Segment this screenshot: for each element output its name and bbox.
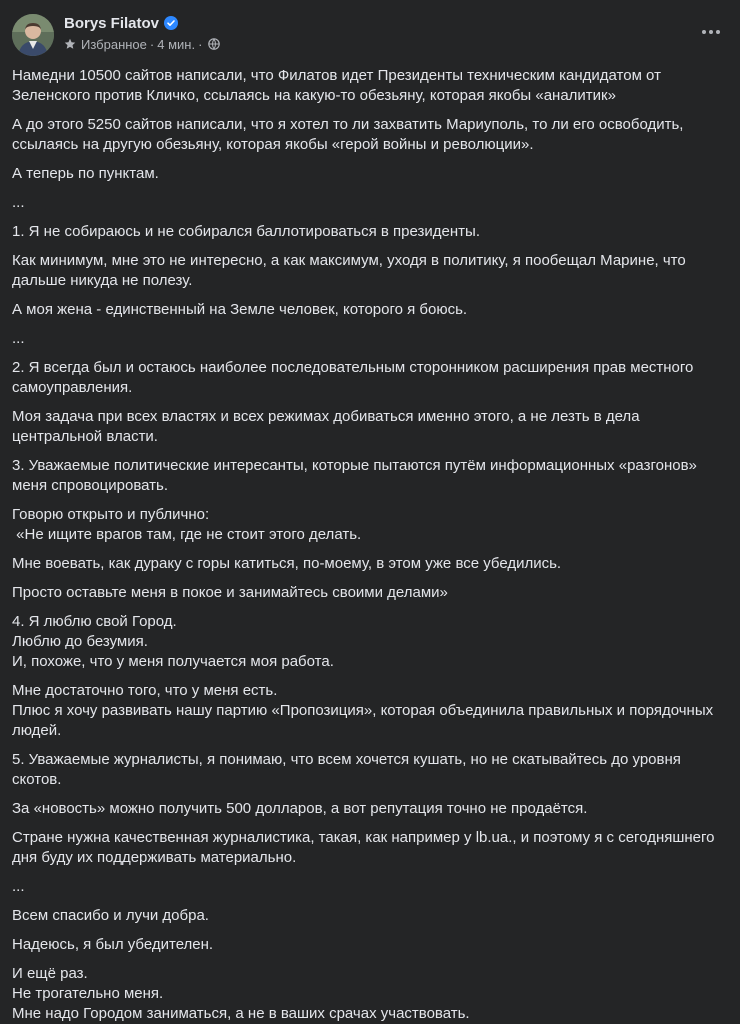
post-paragraph: 1. Я не собираюсь и не собирался баллотироваться в президенты. [12, 223, 480, 240]
post-paragraph: 5. Уважаемые журналисты, я понимаю, что всем хочется кушать, но не скатывайтесь до уровня скотов. [12, 751, 686, 788]
audience-label[interactable]: Избранное [81, 36, 147, 52]
post-paragraph: Моя задача при всех властях и всех режимах добиваться именно этого, а не лезть в дела центральной власти. [12, 408, 644, 445]
post-body [12, 66, 724, 1024]
post-paragraph: Мне воевать, как дураку с горы катиться, по-моему, в этом уже все убедились. [12, 555, 562, 572]
post-paragraph: И ещё раз. Не трогательно меня. Мне надо Городом заниматься, а не в ваших срачах участвовать. [12, 965, 470, 1022]
star-icon [64, 38, 76, 50]
avatar-image [12, 14, 54, 56]
post-paragraph: Как минимум, мне это не интересно, а как максимум, уходя в политику, я пообещал Марине, что дальше никуда не полезу. [12, 252, 690, 289]
post-paragraph: 2. Я всегда был и остаюсь наиболее последовательным сторонником расширения прав местного самоуправления. [12, 359, 698, 396]
post-paragraph: 3. Уважаемые политические интересанты, которые пытаются путём информационных «разгонов» меня спровоцировать. [12, 457, 702, 494]
post-paragraph: Намедни 10500 сайтов написали, что Филатов идет Президенты техническим кандидатом от Зеленского против Кличко, ссылаясь на какую-то обезьяну, которая якобы «аналитик» [12, 67, 666, 104]
verified-badge-icon [164, 16, 178, 30]
post-paragraph: Говорю открыто и публично: «Не ищите врагов там, где не стоит этого делать. [12, 506, 362, 543]
author-line [64, 13, 178, 33]
post-paragraph: ... [12, 330, 25, 347]
post-time[interactable]: 4 мин. [157, 36, 196, 52]
meta-separator: · [149, 36, 155, 52]
author-name[interactable]: Borys Filatov [64, 14, 160, 32]
post-paragraph: 4. Я люблю свой Город. Люблю до безумия. И, похоже, что у меня получается моя работа. [12, 613, 334, 670]
post-paragraph: За «новость» можно получить 500 долларов, а вот репутация точно не продаётся. [12, 800, 588, 817]
globe-icon[interactable] [208, 38, 220, 50]
post-paragraph: Мне достаточно того, что у меня есть. Плюс я хочу развивать нашу партию «Пропозиция», которая объединила правильных и порядочных людей. [12, 682, 714, 739]
more-options-button[interactable] [698, 22, 724, 42]
more-options-icon [701, 29, 721, 35]
post-meta [64, 36, 220, 52]
post-paragraph: Стране нужна качественная журналистика, такая, как например у lb.ua., и поэтому я с сегодняшнего дня буду их поддерживать материально. [12, 829, 719, 866]
post-paragraph: Просто оставьте меня в покое и занимайтесь своими делами» [12, 584, 448, 601]
author-avatar[interactable] [12, 14, 54, 56]
post-paragraph: А до этого 5250 сайтов написали, что я хотел то ли захватить Мариуполь, то ли его освободить, ссылаясь на другую обезьяну, которая якобы «герой войны и революции». [12, 116, 688, 153]
post-paragraph: ... [12, 878, 25, 895]
post-paragraph: А моя жена - единственный на Земле человек, которого я боюсь. [12, 301, 468, 318]
post-paragraph: ... [12, 194, 25, 211]
post-paragraph: А теперь по пунктам. [12, 165, 159, 182]
post-paragraph: Надеюсь, я был убедителен. [12, 936, 214, 953]
post-paragraph: Всем спасибо и лучи добра. [12, 907, 209, 924]
post-header [0, 0, 740, 66]
meta-separator-2: · [198, 36, 203, 52]
